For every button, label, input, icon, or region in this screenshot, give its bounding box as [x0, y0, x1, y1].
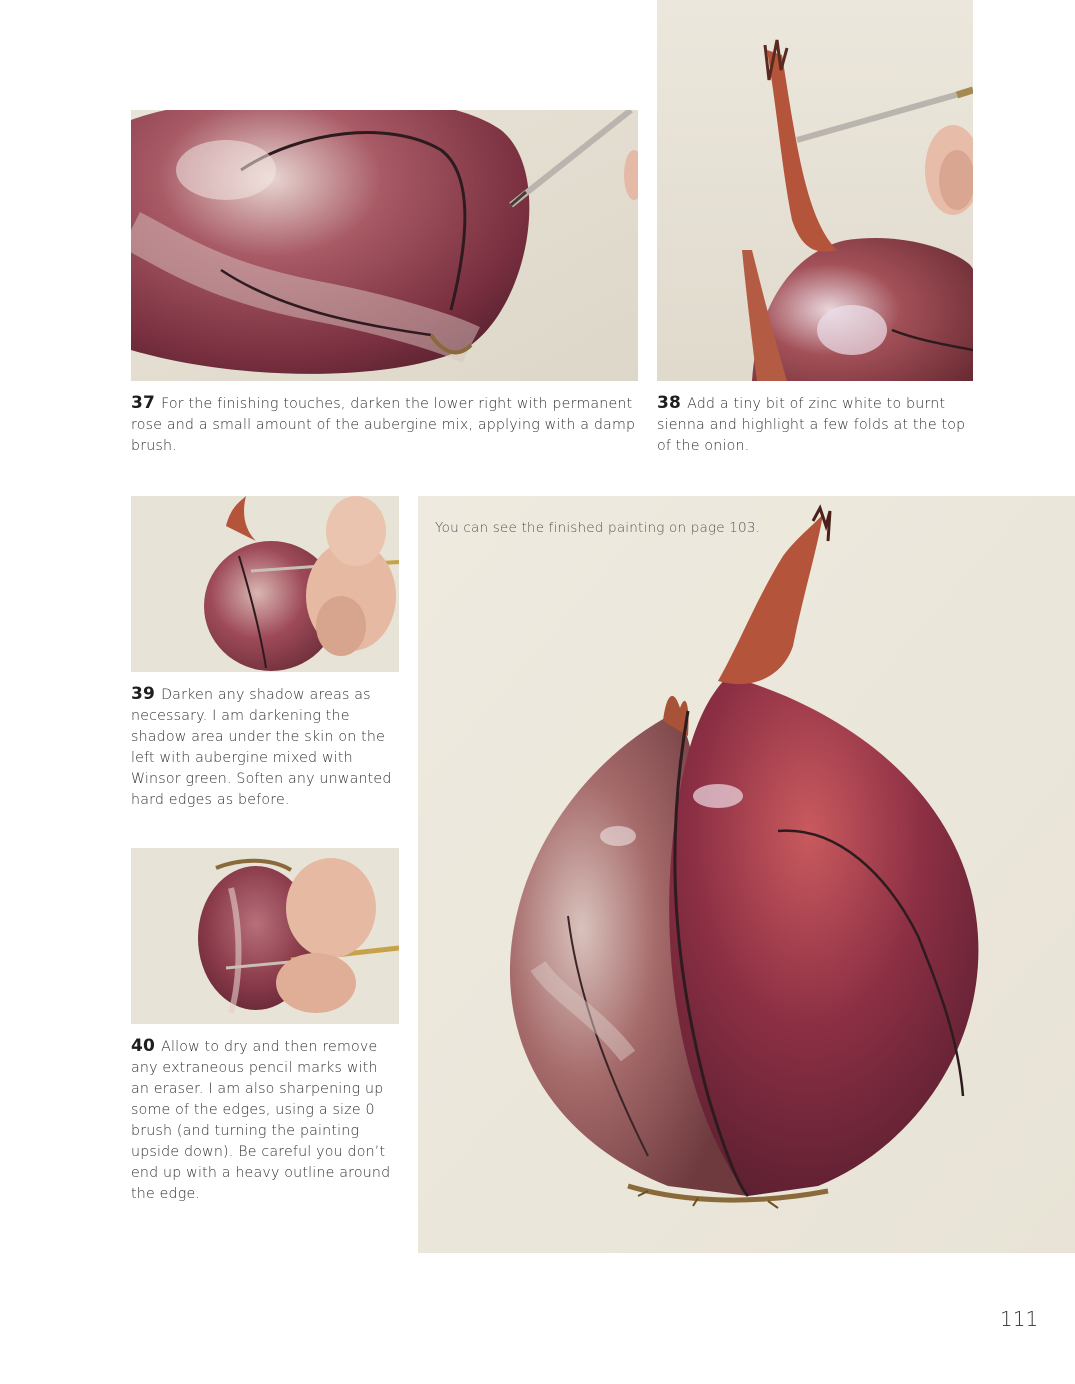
- photo-step-39: [131, 496, 399, 672]
- caption-step-38: [657, 393, 973, 457]
- step-number: 38: [657, 393, 682, 413]
- caption-step-40: [131, 1036, 399, 1205]
- caption-step-37: [131, 393, 651, 457]
- step-text: For the finishing touches, darken the lower right with permanent rose and a small amount of the aubergine mix, applying with a damp brush.: [131, 396, 636, 454]
- step-number: 39: [131, 684, 156, 704]
- step-text: Darken any shadow areas as necessary. I am darkening the shadow area under the skin on the left with aubergine mixed with Winsor green. Soften any unwanted hard edges as before.: [131, 687, 392, 808]
- finished-painting-note: You can see the finished painting on page 103.: [435, 520, 761, 536]
- caption-step-39: [131, 684, 399, 811]
- page-number: 111: [1000, 1307, 1039, 1331]
- finished-painting: [418, 496, 1075, 1253]
- photo-step-37: [131, 110, 638, 381]
- photo-step-38: [657, 0, 973, 381]
- step-text: Add a tiny bit of zinc white to burnt sienna and highlight a few folds at the top of the onion.: [657, 396, 966, 454]
- step-number: 37: [131, 393, 156, 413]
- step-number: 40: [131, 1036, 156, 1056]
- photo-step-40: [131, 848, 399, 1024]
- step-text: Allow to dry and then remove any extraneous pencil marks with an eraser. I am also sharpening up some of the edges, using a size 0 brush (and turning the painting upside down). Be careful you don’t end up with a heavy outline around the edge.: [131, 1039, 391, 1202]
